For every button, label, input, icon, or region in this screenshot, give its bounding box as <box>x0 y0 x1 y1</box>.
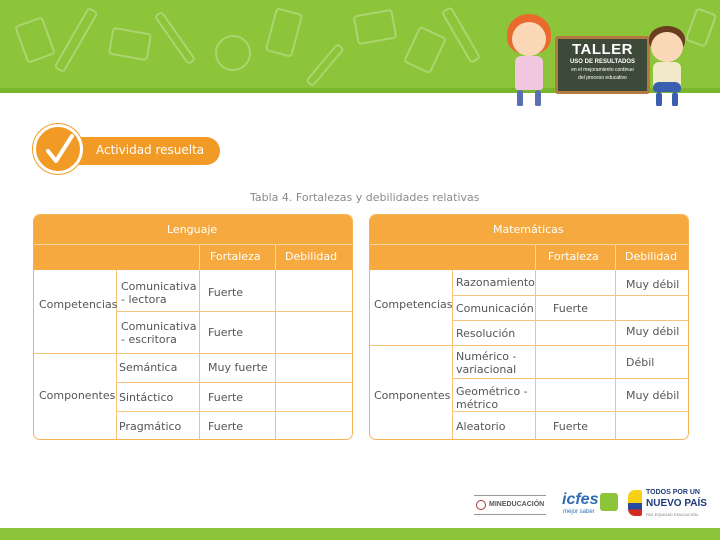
matematicas-table <box>369 214 689 440</box>
table-row-fortaleza: Fuerte <box>208 391 244 404</box>
group-componentes: Componentes <box>39 389 116 402</box>
logo-line-3: PAZ EQUIDAD EDUCACIÓN <box>646 512 698 517</box>
table-row-item: Comunicación <box>456 302 534 315</box>
mineducacion-logo <box>474 495 546 515</box>
table-row-item: Numérico - variacional <box>456 350 517 376</box>
col-debilidad: Debilidad <box>285 250 338 263</box>
group-competencias: Competencias <box>39 298 118 311</box>
logo-line-1: TODOS POR UN <box>646 489 700 496</box>
table-row-fortaleza: Fuerte <box>208 286 244 299</box>
matematicas-title: Matemáticas <box>493 223 564 236</box>
table-row-fortaleza: Fuerte <box>553 302 589 315</box>
checkmark-icon <box>33 124 83 174</box>
table-row-item: Sintáctico <box>119 391 174 404</box>
lenguaje-table <box>33 214 353 440</box>
sign-tagline-2: del proceso educativo <box>578 75 627 81</box>
table-row-item: Resolución <box>456 327 516 340</box>
col-fortaleza: Fortaleza <box>548 250 599 263</box>
table-row-item: Comunicativa - escritora <box>121 320 197 346</box>
footer-bar <box>0 528 720 540</box>
table-row-item: Geométrico - métrico <box>456 385 528 411</box>
table-row-fortaleza: Fuerte <box>208 326 244 339</box>
table-row-item: Razonamiento <box>456 276 535 289</box>
table-row-debilidad: Muy débil <box>626 278 680 291</box>
table-row-debilidad: Débil <box>626 356 655 369</box>
sign-title: TALLER <box>571 41 634 58</box>
todos-por-un-nuevo-pais-logo <box>628 488 708 520</box>
table-row-item: Semántica <box>119 361 178 374</box>
lenguaje-title: Lenguaje <box>167 223 218 236</box>
mineducacion-text: MINEDUCACIÓN <box>489 501 545 508</box>
table-row-item: Comunicativa - lectora <box>121 280 197 306</box>
table-row-item: Pragmático <box>119 420 182 433</box>
col-debilidad: Debilidad <box>625 250 678 263</box>
icfes-text: icfes <box>562 491 599 508</box>
boy-illustration <box>645 26 690 108</box>
table-row-item: Aleatorio <box>456 420 506 433</box>
colombia-flag-icon <box>628 490 642 516</box>
taller-sign <box>555 36 650 94</box>
logo-line-2: NUEVO PAÍS <box>646 498 707 509</box>
col-fortaleza: Fortaleza <box>210 250 261 263</box>
table-title: Tabla 4. Fortalezas y debilidades relativas <box>250 191 480 204</box>
table-row-fortaleza: Muy fuerte <box>208 361 268 374</box>
icfes-logo <box>560 491 620 517</box>
table-row-fortaleza: Fuerte <box>553 420 589 433</box>
activity-badge-label: Actividad resuelta <box>96 143 205 157</box>
table-row-fortaleza: Fuerte <box>208 420 244 433</box>
table-row-debilidad: Muy débil <box>626 325 680 338</box>
group-componentes: Componentes <box>374 389 451 402</box>
table-row-debilidad: Muy débil <box>626 389 680 402</box>
sign-subtitle: USO DE RESULTADOS <box>569 59 636 65</box>
girl-illustration <box>505 8 555 108</box>
group-competencias: Competencias <box>374 298 453 311</box>
sign-tagline-1: en el mejoramiento continuo <box>571 67 634 73</box>
icfes-check-icon <box>600 493 618 511</box>
icfes-sub-text: mejor saber <box>563 509 595 515</box>
